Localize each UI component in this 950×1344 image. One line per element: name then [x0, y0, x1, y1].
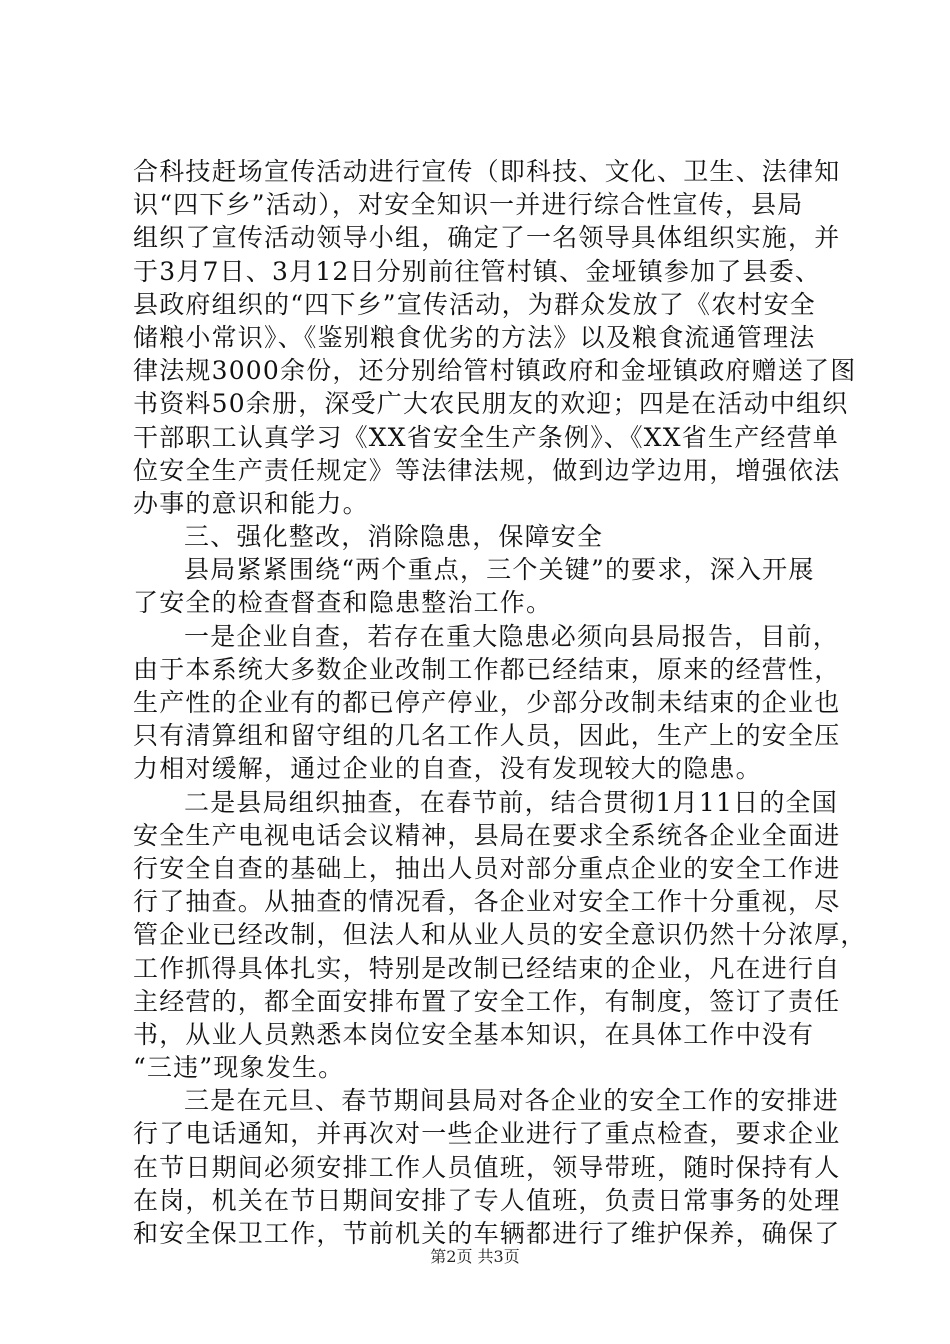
text-line: 由于本系统大多数企业改制工作都已经结束，原来的经营性， — [133, 654, 841, 684]
text-line: 三是在元旦、春节期间县局对各企业的安全工作的安排进 — [184, 1086, 840, 1116]
text-line: 生产性的企业有的都已停产停业，少部分改制未结束的企业也 — [133, 688, 841, 717]
text-line: 储粮小常识》、《鉴别粮食优劣的方法》以及粮食流通管理法 — [133, 322, 816, 352]
text-line: 县政府组织的“四下乡”宣传活动，为群众发放了《农村安全 — [133, 289, 816, 319]
text-line: 县局紧紧围绕“两个重点，三个关键”的要求，深入开展 — [184, 555, 815, 585]
text-line: “三违”现象发生。 — [133, 1053, 345, 1083]
text-line: 管企业已经改制，但法人和从业人员的安全意识仍然十分浓厚， — [133, 920, 867, 950]
text-line: 三、强化整改，消除隐患，保障安全 — [184, 522, 604, 552]
text-line: 组织了宣传活动领导小组，确定了一名领导具体组织实施，并 — [133, 223, 841, 253]
text-line: 行安全自查的基础上，抽出人员对部分重点企业的安全工作进 — [133, 853, 841, 883]
text-line: 在岗，机关在节日期间安排了专人值班，负责日常事务的处理 — [133, 1185, 841, 1215]
text-line: 了安全的检查督查和隐患整治工作。 — [133, 588, 553, 618]
text-line: 干部职工认真学习《XX省安全生产条例》、《XX省生产经营单 — [133, 422, 839, 452]
text-line: 合科技赶场宣传活动进行宣传（即科技、文化、卫生、法律知 — [133, 157, 841, 186]
text-line: 行了电话通知，并再次对一些企业进行了重点检查，要求企业 — [133, 1119, 841, 1149]
text-line: 位安全生产责任规定》等法律法规，做到边学边用，增强依法 — [133, 455, 841, 485]
text-line: 力相对缓解，通过企业的自查，没有发现较大的隐患。 — [133, 754, 762, 784]
text-line: 安全生产电视电话会议精神，县局在要求全系统各企业全面进 — [133, 820, 841, 850]
text-line: 书，从业人员熟悉本岗位安全基本知识，在具体工作中没有 — [133, 1019, 815, 1049]
text-line: 一是企业自查，若存在重大隐患必须向县局报告，目前， — [184, 621, 840, 651]
text-line: 识“四下乡”活动），对安全知识一并进行综合性宣传，县局 — [133, 190, 804, 220]
text-line: 工作抓得具体扎实，特别是改制已经结束的企业，凡在进行自 — [133, 953, 841, 983]
page-footer: 第2页 共3页 — [430, 1247, 520, 1266]
text-line: 和安全保卫工作，节前机关的车辆都进行了维护保养，确保了 — [133, 1219, 841, 1248]
text-line: 书资料50余册，深受广大农民朋友的欢迎；四是在活动中组织 — [133, 389, 849, 419]
text-line: 行了抽查。从抽查的情况看，各企业对安全工作十分重视，尽 — [133, 887, 841, 917]
text-line: 在节日期间必须安排工作人员值班，领导带班，随时保持有人 — [133, 1152, 841, 1182]
text-line: 办事的意识和能力。 — [133, 488, 369, 518]
text-line: 于3月7日、3月12日分别前往管村镇、金垭镇参加了县委、 — [133, 256, 822, 286]
text-line: 律法规3000余份，还分别给管村镇政府和金垭镇政府赠送了图 — [133, 356, 857, 386]
text-line: 二是县局组织抽查，在春节前，结合贯彻1月11日的全国 — [184, 787, 838, 817]
document-body — [133, 155, 867, 1250]
text-line: 主经营的，都全面安排布置了安全工作，有制度，签订了责任 — [133, 986, 841, 1016]
text-line: 只有清算组和留守组的几名工作人员，因此，生产上的安全压 — [133, 721, 841, 751]
